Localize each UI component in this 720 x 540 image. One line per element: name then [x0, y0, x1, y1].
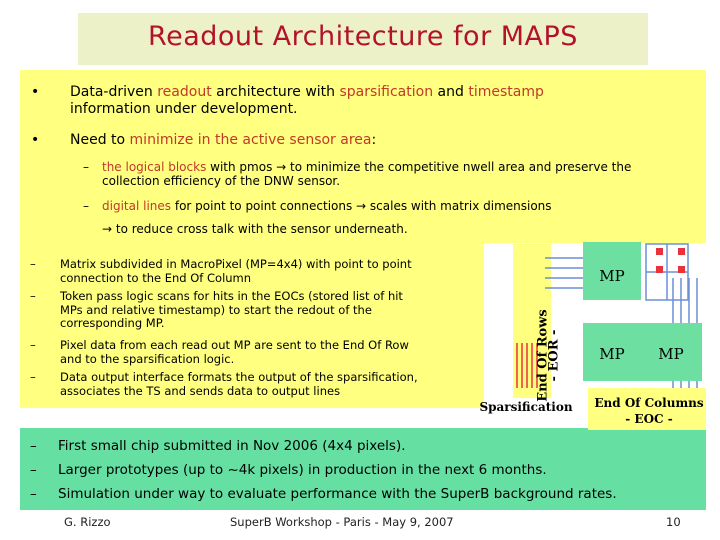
- bullet-2: [70, 132, 700, 149]
- dash-marker: –: [30, 257, 36, 271]
- left-item-2-line: Token pass logic scans for hits in the EOCs (stored list of hit: [60, 289, 403, 303]
- end-of-rows-label: End Of Rows: [535, 309, 551, 402]
- left-item-4-line: associates the TS and sends data to output lines: [60, 383, 341, 398]
- pixel-marker: [678, 248, 685, 255]
- bullet-1-text-f: timestamp: [468, 84, 544, 100]
- left-item-2-line: MPs and relative timestamp) to start the redout of the: [60, 302, 372, 317]
- sub-bullet-2-a: digital lines: [102, 199, 172, 213]
- dash-marker: –: [30, 462, 37, 478]
- left-item-1-line: Matrix subdivided in MacroPixel (MP=4x4) with point to point: [60, 257, 412, 271]
- mp-label: MP: [599, 345, 625, 363]
- arrow-icon: →: [356, 199, 367, 213]
- left-item-3-line: and to the sparsification logic.: [60, 351, 235, 366]
- footer-author: G. Rizzo: [64, 515, 111, 529]
- left-item-2: [60, 290, 480, 331]
- eor-label: - EOR -: [546, 329, 562, 382]
- left-item-3-line: Pixel data from each read out MP are sent to the End Of Row: [60, 338, 409, 352]
- left-item-1-line: connection to the End Of Column: [60, 270, 252, 285]
- slide-title: Readout Architecture for MAPS: [148, 21, 578, 52]
- mp-label: MP: [599, 267, 625, 285]
- sub-bullet-tail-text: to reduce cross talk with the sensor underneath.: [112, 222, 408, 236]
- dash-marker: –: [30, 289, 36, 303]
- sub-bullet-2-c: scales with matrix dimensions: [366, 199, 552, 213]
- summary-line: Larger prototypes (up to ~4k pixels) in production in the next 6 months.: [58, 462, 547, 478]
- dash-marker: –: [30, 370, 36, 384]
- sub-bullet-1-line-2: collection efficiency of the DNW sensor.: [102, 174, 341, 188]
- footer-page-number: 10: [666, 515, 681, 529]
- summary-line: First small chip submitted in Nov 2006 (4x4 pixels).: [58, 438, 406, 454]
- dash-marker: –: [83, 199, 89, 213]
- pixel-marker: [678, 266, 685, 273]
- left-item-4-line: Data output interface formats the output of the sparsification,: [60, 370, 418, 384]
- sparsification-label: Sparsification: [479, 400, 573, 414]
- sub-bullet-2: [102, 199, 702, 213]
- bullet-1-text-c: architecture with: [211, 84, 340, 100]
- sub-bullet-1: [102, 160, 702, 188]
- dash-marker: –: [30, 338, 36, 352]
- pixel-marker: [656, 248, 663, 255]
- bullet-2-text-c: :: [371, 132, 377, 148]
- bullet-1-text-e: and: [433, 84, 469, 100]
- left-item-3: [60, 339, 480, 366]
- pixel-marker: [656, 266, 663, 273]
- bullet-1-text-d: sparsification: [339, 84, 434, 100]
- eoc-label: - EOC -: [625, 412, 673, 426]
- bullet-2-text-a: Need to: [70, 132, 130, 148]
- end-of-columns-label: End Of Columns: [594, 396, 704, 410]
- mp-label: MP: [658, 345, 684, 363]
- bullet-1-line-2: information under development.: [70, 101, 298, 117]
- sub-bullet-2-b: for point to point connections: [171, 199, 357, 213]
- sub-bullet-1-a: the logical blocks: [102, 160, 207, 174]
- dash-marker: –: [30, 438, 37, 454]
- dash-marker: –: [83, 160, 89, 174]
- footer-event: SuperB Workshop - Paris - May 9, 2007: [230, 515, 454, 529]
- sub-bullet-1-b: with pmos: [206, 160, 277, 174]
- left-item-2-line: corresponding MP.: [60, 316, 165, 330]
- bullet-2-text-b: minimize in the active sensor area: [129, 132, 372, 148]
- dash-marker: –: [30, 486, 37, 502]
- left-item-1: [60, 258, 480, 285]
- bullet-1: [70, 84, 700, 118]
- arrow-icon: →: [102, 222, 113, 236]
- bullet-marker: •: [31, 84, 40, 100]
- arrow-icon: →: [276, 160, 287, 174]
- left-item-4: [60, 371, 480, 398]
- summary-line: Simulation under way to evaluate performance with the SuperB background rates.: [58, 486, 617, 502]
- bullet-1-text-b: readout: [157, 84, 212, 100]
- sub-bullet-1-c: to minimize the competitive nwell area and preserve the: [286, 160, 632, 174]
- sub-bullet-tail: [102, 222, 702, 236]
- bullet-1-text-a: Data-driven: [70, 84, 158, 100]
- bullet-marker: •: [31, 132, 40, 148]
